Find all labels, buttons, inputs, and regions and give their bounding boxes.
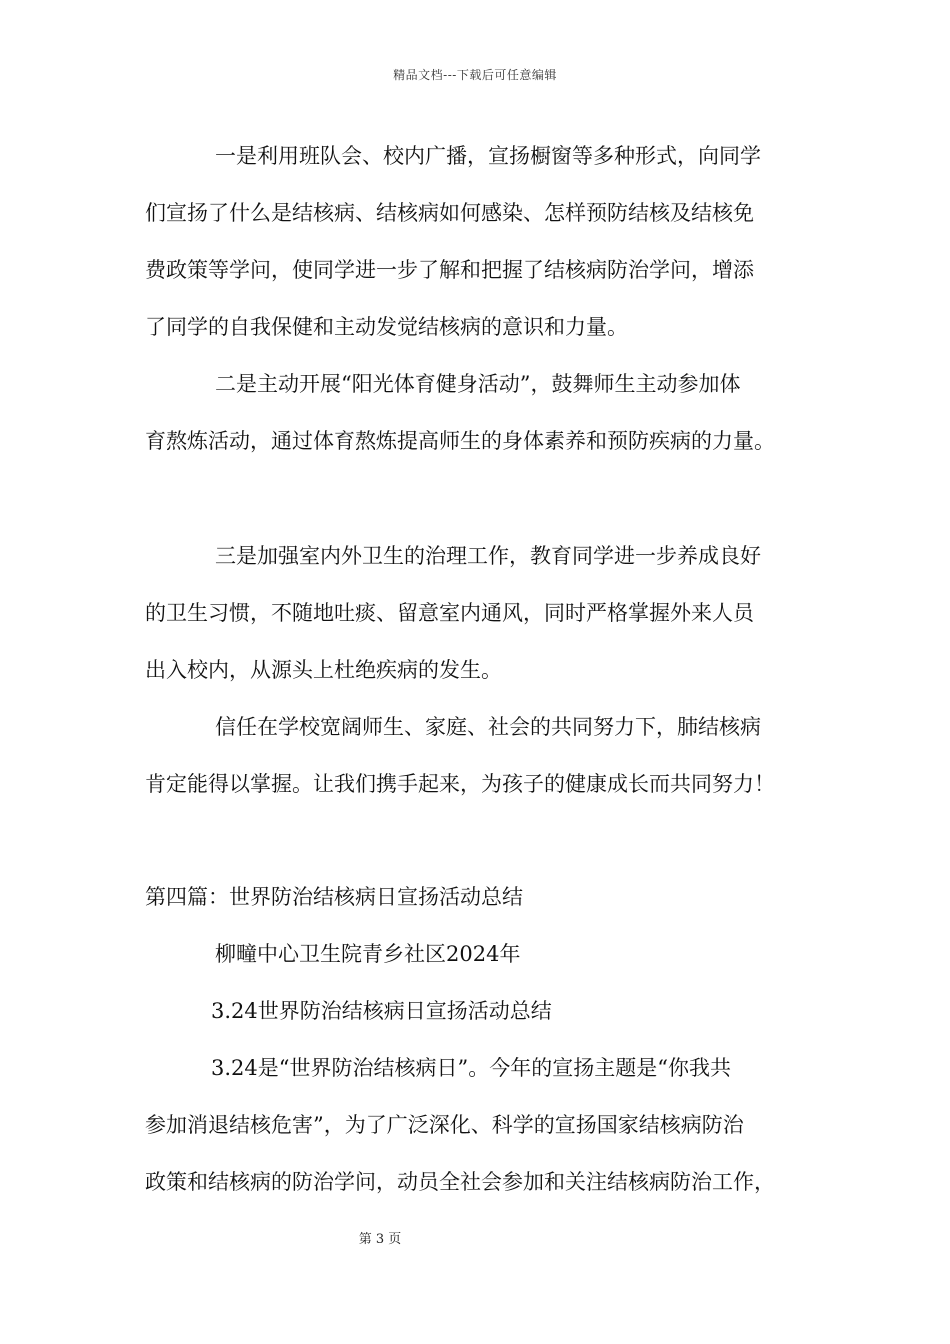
paragraph-line: 二是主动开展“阳光体育健身活动”，鼓舞师生主动参加体 [215, 372, 741, 396]
paragraph-line: 信任在学校宽阔师生、家庭、社会的共同努力下，肺结核病 [215, 715, 761, 739]
paragraph-line: 肯定能得以掌握。让我们携手起来，为孩子的健康成长而共同努力！ [145, 772, 775, 796]
subheading-line: 3.24世界防治结核病日宣扬活动总结 [211, 999, 552, 1023]
paragraph-line: 了同学的自我保健和主动发觉结核病的意识和力量。 [145, 315, 628, 339]
paragraph-line: 3.24是“世界防治结核病日”。今年的宣扬主题是“你我共 [211, 1056, 731, 1080]
section-heading: 第四篇：世界防治结核病日宣扬活动总结 [145, 885, 523, 909]
paragraph-line: 政策和结核病的防治学问，动员全社会参加和关注结核病防治工作， [145, 1170, 775, 1194]
page-header: 精品文档---下载后可任意编辑 [393, 68, 557, 82]
paragraph-line: 三是加强室内外卫生的治理工作，教育同学进一步养成良好 [215, 544, 761, 568]
paragraph-line: 一是利用班队会、校内广播，宣扬橱窗等多种形式，向同学 [215, 144, 761, 168]
paragraph-line: 参加消退结核危害”，为了广泛深化、科学的宣扬国家结核病防治 [145, 1113, 744, 1137]
subheading-line: 柳疃中心卫生院青乡社区2024年 [215, 942, 521, 966]
paragraph-line: 的卫生习惯，不随地吐痰、留意室内通风，同时严格掌握外来人员 [145, 601, 754, 625]
paragraph-line: 们宣扬了什么是结核病、结核病如何感染、怎样预防结核及结核免 [145, 201, 754, 225]
paragraph-line: 出入校内，从源头上杜绝疾病的发生。 [145, 658, 502, 682]
paragraph-line: 费政策等学问，使同学进一步了解和把握了结核病防治学问，增添 [145, 258, 754, 282]
page-number: 第 3 页 [358, 1232, 402, 1247]
paragraph-line: 育熬炼活动，通过体育熬炼提高师生的身体素养和预防疾病的力量。 [145, 429, 775, 453]
